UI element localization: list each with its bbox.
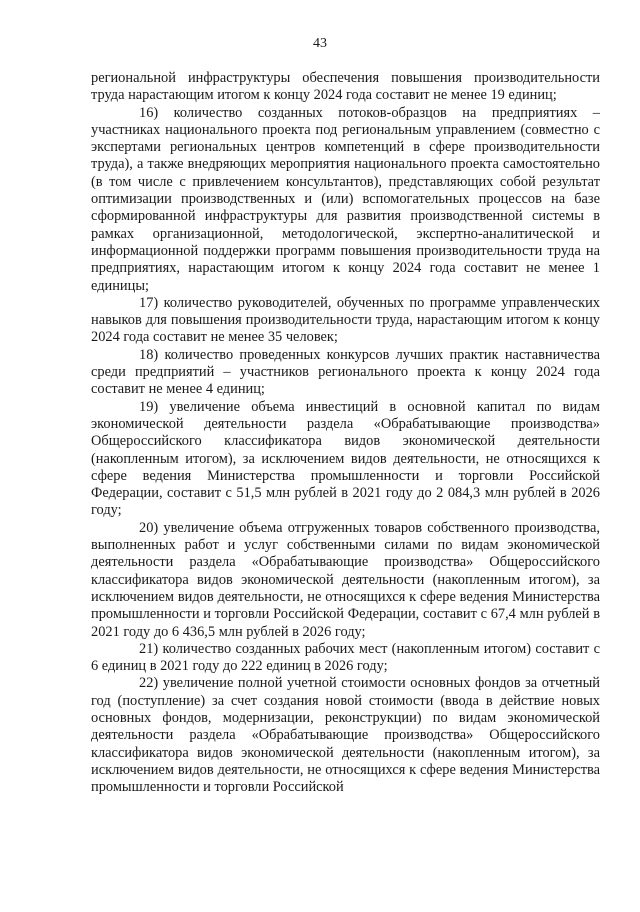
paragraph-item-18: 18) количество проведенных конкурсов лучших практик наставничества среди предприятий – участников регионального проекта к концу 2024 года составит не менее 4 единиц; [91, 346, 600, 398]
paragraph-item-16: 16) количество созданных потоков-образцов на предприятиях – участниках национального проекта под региональным управлением (совместно с экспертами региональных центров компетенций в сфере производительности труда), а также внедряющих мероприятия национального проекта самостоятельно (в том числе с привлечением консультантов), представляющих собой результат оптимизации производственных и (или) вспомогательных процессов на базе сформированной инфраструктуры для развития производственной системы в рамках организационной, методологической, экспертно-аналитической и информационной поддержки программ повышения производительности труда на предприятиях, нарастающим итогом к концу 2024 года составит не менее 1 единицы; [91, 104, 600, 294]
paragraph-item-21: 21) количество созданных рабочих мест (накопленным итогом) составит с 6 единиц в 2021 году до 222 единиц в 2026 году; [91, 640, 600, 675]
page-number: 43 [313, 36, 327, 51]
paragraph-item-20: 20) увеличение объема отгруженных товаров собственного производства, выполненных работ и услуг собственными силами по видам экономической деятельности раздела «Обрабатывающие производства» Общероссийского классификатора видов экономической деятельности (накопленным итогом), за исключением видов деятельности, не относящихся к сфере ведения Министерства промышленности и торговли Российской Федерации, составит с 67,4 млн рублей в 2021 году до 6 436,5 млн рублей в 2026 году; [91, 519, 600, 640]
paragraph-continuation: региональной инфраструктуры обеспечения повышения производительности труда нарастающим итогом к концу 2024 года составит не менее 19 единиц; [91, 70, 600, 104]
paragraph-item-22: 22) увеличение полной учетной стоимости основных фондов за отчетный год (поступление) за счет создания новой стоимости (ввода в действие новых основных фондов, модернизации, реконструкции) по видам экономической деятельности раздела «Обрабатывающие производства» Общероссийского классификатора видов экономической деятельности (накопленным итогом), за исключением видов деятельности, не относящихся к сфере ведения Министерства промышленности и торговли Российской [91, 675, 600, 796]
document-body [91, 70, 600, 796]
paragraph-item-17: 17) количество руководителей, обученных по программе управленческих навыков для повышения производительности труда, нарастающим итогом к концу 2024 года составит не менее 35 человек; [91, 294, 600, 346]
paragraph-item-19: 19) увеличение объема инвестиций в основной капитал по видам экономической деятельности раздела «Обрабатывающие производства» Общероссийского классификатора видов экономической деятельности (накопленным итогом), за исключением видов деятельности, не относящихся к сфере ведения Министерства промышленности и торговли Российской Федерации, составит с 51,5 млн рублей в 2021 году до 2 084,3 млн рублей в 2026 году; [91, 398, 600, 519]
